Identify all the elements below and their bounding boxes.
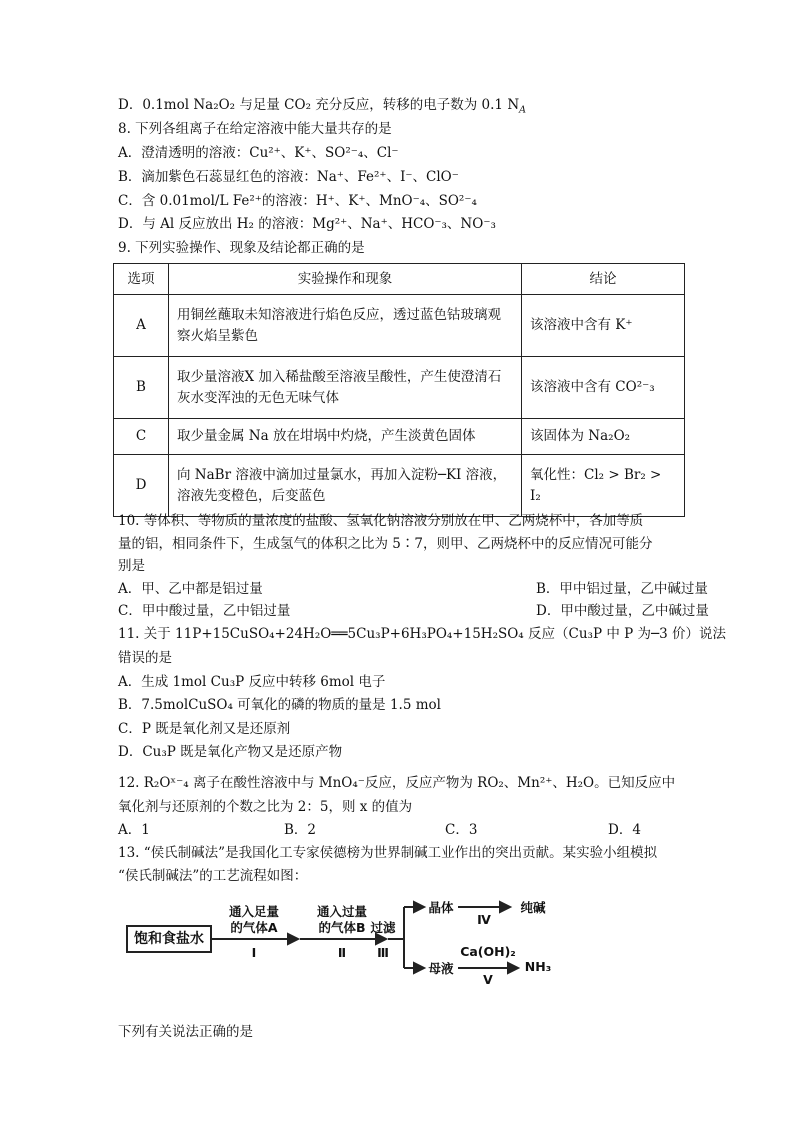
- step5-number: Ⅴ: [483, 972, 493, 987]
- q9-experiment-table: [113, 263, 685, 517]
- header-option: 选项: [114, 264, 169, 295]
- q10-options-row1: [118, 579, 708, 599]
- table-row: [114, 295, 685, 357]
- step1-number: Ⅰ: [251, 945, 257, 960]
- q10-option-a: A．甲、乙中都是铝过量: [118, 581, 263, 597]
- q12-option-b: B．2: [284, 822, 317, 838]
- q12-stem-line1: 12. R₂Oˣ⁻₄ 离子在酸性溶液中与 MnO₄⁻反应，反应产物为 RO₂、Mn²⁺、H₂O。已知反应中: [118, 775, 676, 791]
- table-row: [114, 357, 685, 419]
- table-row: [114, 419, 685, 455]
- row-operation: 用铜丝蘸取未知溶液进行焰色反应，透过蓝色钴玻璃观察火焰呈紫色: [169, 295, 522, 357]
- q13-stem-line1: 13. “侯氏制碱法”是我国化工专家侯德榜为世界制碱工业作出的突出贡献。某实验小组模拟: [118, 845, 658, 861]
- q8-option-b: B．滴加紫色石蕊显红色的溶液：Na⁺、Fe²⁺、I⁻、ClO⁻: [118, 169, 459, 185]
- q9-stem: 9. 下列实验操作、现象及结论都正确的是: [118, 240, 365, 256]
- q11-stem-line1: 11. 关于 11P+15CuSO₄+24H₂O══5Cu₃P+6H₃PO₄+15H₂SO₄ 反应（Cu₃P 中 P 为─3 价）说法: [118, 626, 726, 642]
- q10-options-row2: [118, 601, 709, 621]
- q8-option-a: A．澄清透明的溶液：Cu²⁺、K⁺、SO²⁻₄、Cl⁻: [118, 145, 399, 161]
- q12-option-a: A．1: [118, 822, 150, 838]
- q12-option-d: D．4: [608, 822, 641, 838]
- table-row: [114, 455, 685, 517]
- row-operation: 取少量金属 Na 放在坩埚中灼烧，产生淡黄色固体: [169, 419, 522, 455]
- table-header-row: [114, 264, 685, 295]
- q11-option-a: A．生成 1mol Cu₃P 反应中转移 6mol 电子: [118, 674, 386, 690]
- q11-option-d: D．Cu₃P 既是氧化产物又是还原产物: [118, 744, 343, 760]
- q12-stem-line2: 氧化剂与还原剂的个数之比为 2：5，则 x 的值为: [118, 799, 413, 815]
- mother-liquor-label: 母液: [428, 961, 454, 976]
- q13-after-diagram: 下列有关说法正确的是: [118, 1024, 253, 1040]
- row-operation: 向 NaBr 溶液中滴加过量氯水，再加入淀粉─KI 溶液，溶液先变橙色，后变蓝色: [169, 455, 522, 517]
- row-operation: 取少量溶液X 加入稀盐酸至溶液呈酸性，产生使澄清石灰水变浑浊的无色无味气体: [169, 357, 522, 419]
- q8-option-d: D．与 Al 反应放出 H₂ 的溶液：Mg²⁺、Na⁺、HCO⁻₃、NO⁻₃: [118, 216, 496, 232]
- row-option: B: [114, 357, 169, 419]
- process-flow-diagram: [118, 892, 558, 990]
- reagent-label: Ca(OH)₂: [460, 944, 516, 959]
- q10-stem-line3: 别是: [118, 558, 145, 574]
- q11-option-c: C．P 既是氧化剂又是还原剂: [118, 721, 291, 737]
- q7-option-d: [118, 95, 526, 115]
- q13-stem-line2: “侯氏制碱法”的工艺流程如图：: [118, 868, 308, 884]
- step1-label-bottom: 的气体A: [230, 920, 278, 935]
- step2-label-bottom: 的气体B: [318, 920, 366, 935]
- q10-option-d: D．甲中酸过量，乙中碱过量: [536, 603, 709, 619]
- row-option: D: [114, 455, 169, 517]
- row-conclusion: 该溶液中含有 K⁺: [522, 295, 685, 357]
- saturated-brine-box: 饱和食盐水: [126, 925, 212, 953]
- crystal-label: 晶体: [428, 900, 454, 915]
- step4-number: Ⅳ: [477, 912, 491, 927]
- step1-label-top: 通入足量: [228, 904, 279, 919]
- row-option: C: [114, 419, 169, 455]
- q10-stem-line2: 量的铝，相同条件下，生成氢气的体积之比为 5∶7，则甲、乙两烧杯中的反应情况可能分: [118, 536, 653, 552]
- avogadro-subscript: A: [519, 104, 527, 116]
- step3-label: 过滤: [370, 920, 396, 935]
- soda-ash-label: 纯碱: [520, 900, 546, 915]
- q12-options: [118, 820, 678, 840]
- row-conclusion: 该固体为 Na₂O₂: [522, 419, 685, 455]
- q10-option-b: B．甲中铝过量，乙中碱过量: [536, 581, 708, 597]
- q10-stem-line1: 10. 等体积、等物质的量浓度的盐酸、氢氧化钠溶液分别放在甲、乙两烧杯中，各加等质: [118, 513, 644, 529]
- row-conclusion: 氧化性：Cl₂ > Br₂ > I₂: [522, 455, 685, 517]
- step2-number: Ⅱ: [337, 945, 347, 960]
- q8-stem: 8. 下列各组离子在给定溶液中能大量共存的是: [118, 121, 392, 137]
- ammonia-label: NH₃: [524, 959, 552, 974]
- q11-option-b: B．7.5molCuSO₄ 可氧化的磷的物质的量是 1.5 mol: [118, 697, 441, 713]
- row-option: A: [114, 295, 169, 357]
- header-conclusion: 结论: [522, 264, 685, 295]
- row-conclusion: 该溶液中含有 CO²⁻₃: [522, 357, 685, 419]
- step3-number: Ⅲ: [377, 945, 389, 960]
- q10-option-c: C．甲中酸过量，乙中铝过量: [118, 603, 291, 619]
- step2-label-top: 通入过量: [316, 904, 367, 919]
- q11-stem-line2: 错误的是: [118, 650, 172, 666]
- header-operation: 实验操作和现象: [169, 264, 522, 295]
- q8-option-c: C．含 0.01mol/L Fe²⁺的溶液：H⁺、K⁺、MnO⁻₄、SO²⁻₄: [118, 193, 477, 209]
- q12-option-c: C．3: [445, 822, 478, 838]
- q7-option-d-text: D．0.1mol Na₂O₂ 与足量 CO₂ 充分反应，转移的电子数为 0.1 N: [118, 97, 520, 113]
